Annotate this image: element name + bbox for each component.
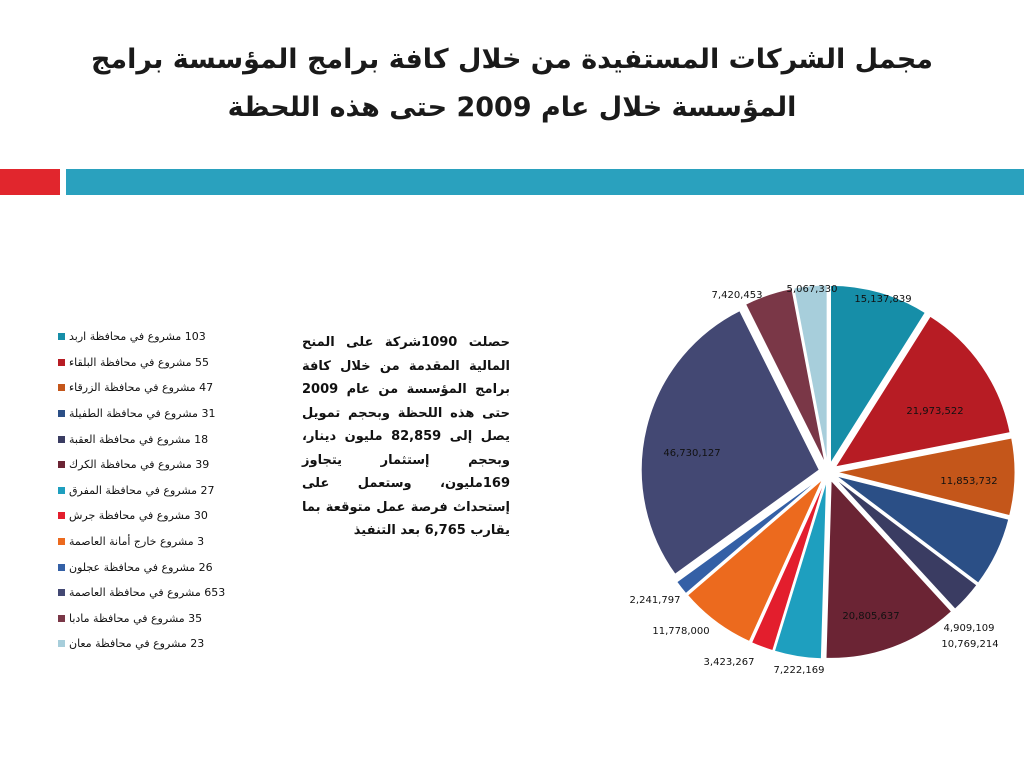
legend-swatch [58, 640, 65, 647]
legend-swatch [58, 564, 65, 571]
summary-text: حصلت 1090شركة على المنح المالية المقدمة من خلال كافة برامج المؤسسة من عام 2009 حتى هذه اللحظة وبحجم تمويل يصل إلى 82,859 مليون دينار، وبحجم إستثمار يتجاوز 169مليون، وستعمل على إستحداث فرصة عمل متوقعة بما يقارب 6,765 بعد التنفيذ [302, 335, 510, 538]
legend-item [58, 503, 258, 529]
accent-bar-blue [66, 169, 1024, 195]
legend-item [58, 631, 258, 657]
legend-swatch [58, 410, 65, 417]
data-label: 10,769,214 [941, 639, 999, 650]
legend-label: 30 مشروع في محافظة جرش [69, 509, 208, 523]
legend-item [58, 554, 258, 580]
legend-swatch [58, 487, 65, 494]
legend-label: 55 مشروع في محافظة البلقاء [69, 355, 210, 369]
legend-label: 35 مشروع في محافظة مادبا [69, 611, 203, 625]
legend-item [58, 452, 258, 478]
legend-swatch [58, 436, 65, 443]
legend-swatch [58, 512, 65, 519]
legend-swatch [58, 359, 65, 366]
legend-swatch [58, 461, 65, 468]
legend-item [58, 580, 258, 606]
legend-label: 103 مشروع في محافظة اربد [69, 330, 206, 344]
data-label: 11,778,000 [652, 626, 710, 637]
legend-item [58, 606, 258, 632]
legend-label: 18 مشروع في محافظة العقبة [69, 432, 209, 446]
legend-label: 653 مشروع في محافظة العاصمة [69, 586, 226, 600]
legend-swatch [58, 538, 65, 545]
data-label: 2,241,797 [629, 595, 681, 606]
legend-label: 47 مشروع في محافظة الزرقاء [69, 381, 214, 395]
data-label: 21,973,522 [906, 406, 964, 417]
data-label: 20,805,637 [842, 611, 900, 622]
data-label: 46,730,127 [663, 448, 721, 459]
legend-swatch [58, 589, 65, 596]
legend-label: 39 مشروع في محافظة الكرك [69, 458, 210, 472]
legend-item [58, 401, 258, 427]
legend-item [58, 324, 258, 350]
slide-title: مجمل الشركات المستفيدة من خلال كافة برامج المؤسسة برامج المؤسسة خلال عام 2009 حتى هذه اللحظة [90, 44, 934, 123]
legend-item [58, 350, 258, 376]
legend-swatch [58, 384, 65, 391]
legend-label: 26 مشروع في محافظة عجلون [69, 560, 213, 574]
data-label: 11,853,732 [940, 476, 998, 487]
legend-item [58, 529, 258, 555]
legend-label: 27 مشروع في محافظة المفرق [69, 483, 215, 497]
data-label: 3,423,267 [703, 657, 755, 668]
legend-label: 31 مشروع في محافظة الطفيلة [69, 407, 216, 421]
legend-label: 3 مشروع خارج أمانة العاصمة [69, 535, 205, 549]
chart-legend [58, 324, 258, 657]
pie-chart [600, 270, 1024, 690]
legend-swatch [58, 333, 65, 340]
legend-item [58, 426, 258, 452]
legend-swatch [58, 615, 65, 622]
legend-item [58, 375, 258, 401]
data-label: 7,420,453 [711, 290, 763, 301]
data-label: 15,137,839 [854, 294, 912, 305]
legend-label: 23 مشروع في محافظة معان [69, 637, 205, 651]
data-label: 4,909,109 [943, 623, 995, 634]
data-label: 5,067,330 [786, 284, 838, 295]
accent-bar-red [0, 169, 60, 195]
data-label: 7,222,169 [773, 665, 825, 676]
legend-item [58, 478, 258, 504]
